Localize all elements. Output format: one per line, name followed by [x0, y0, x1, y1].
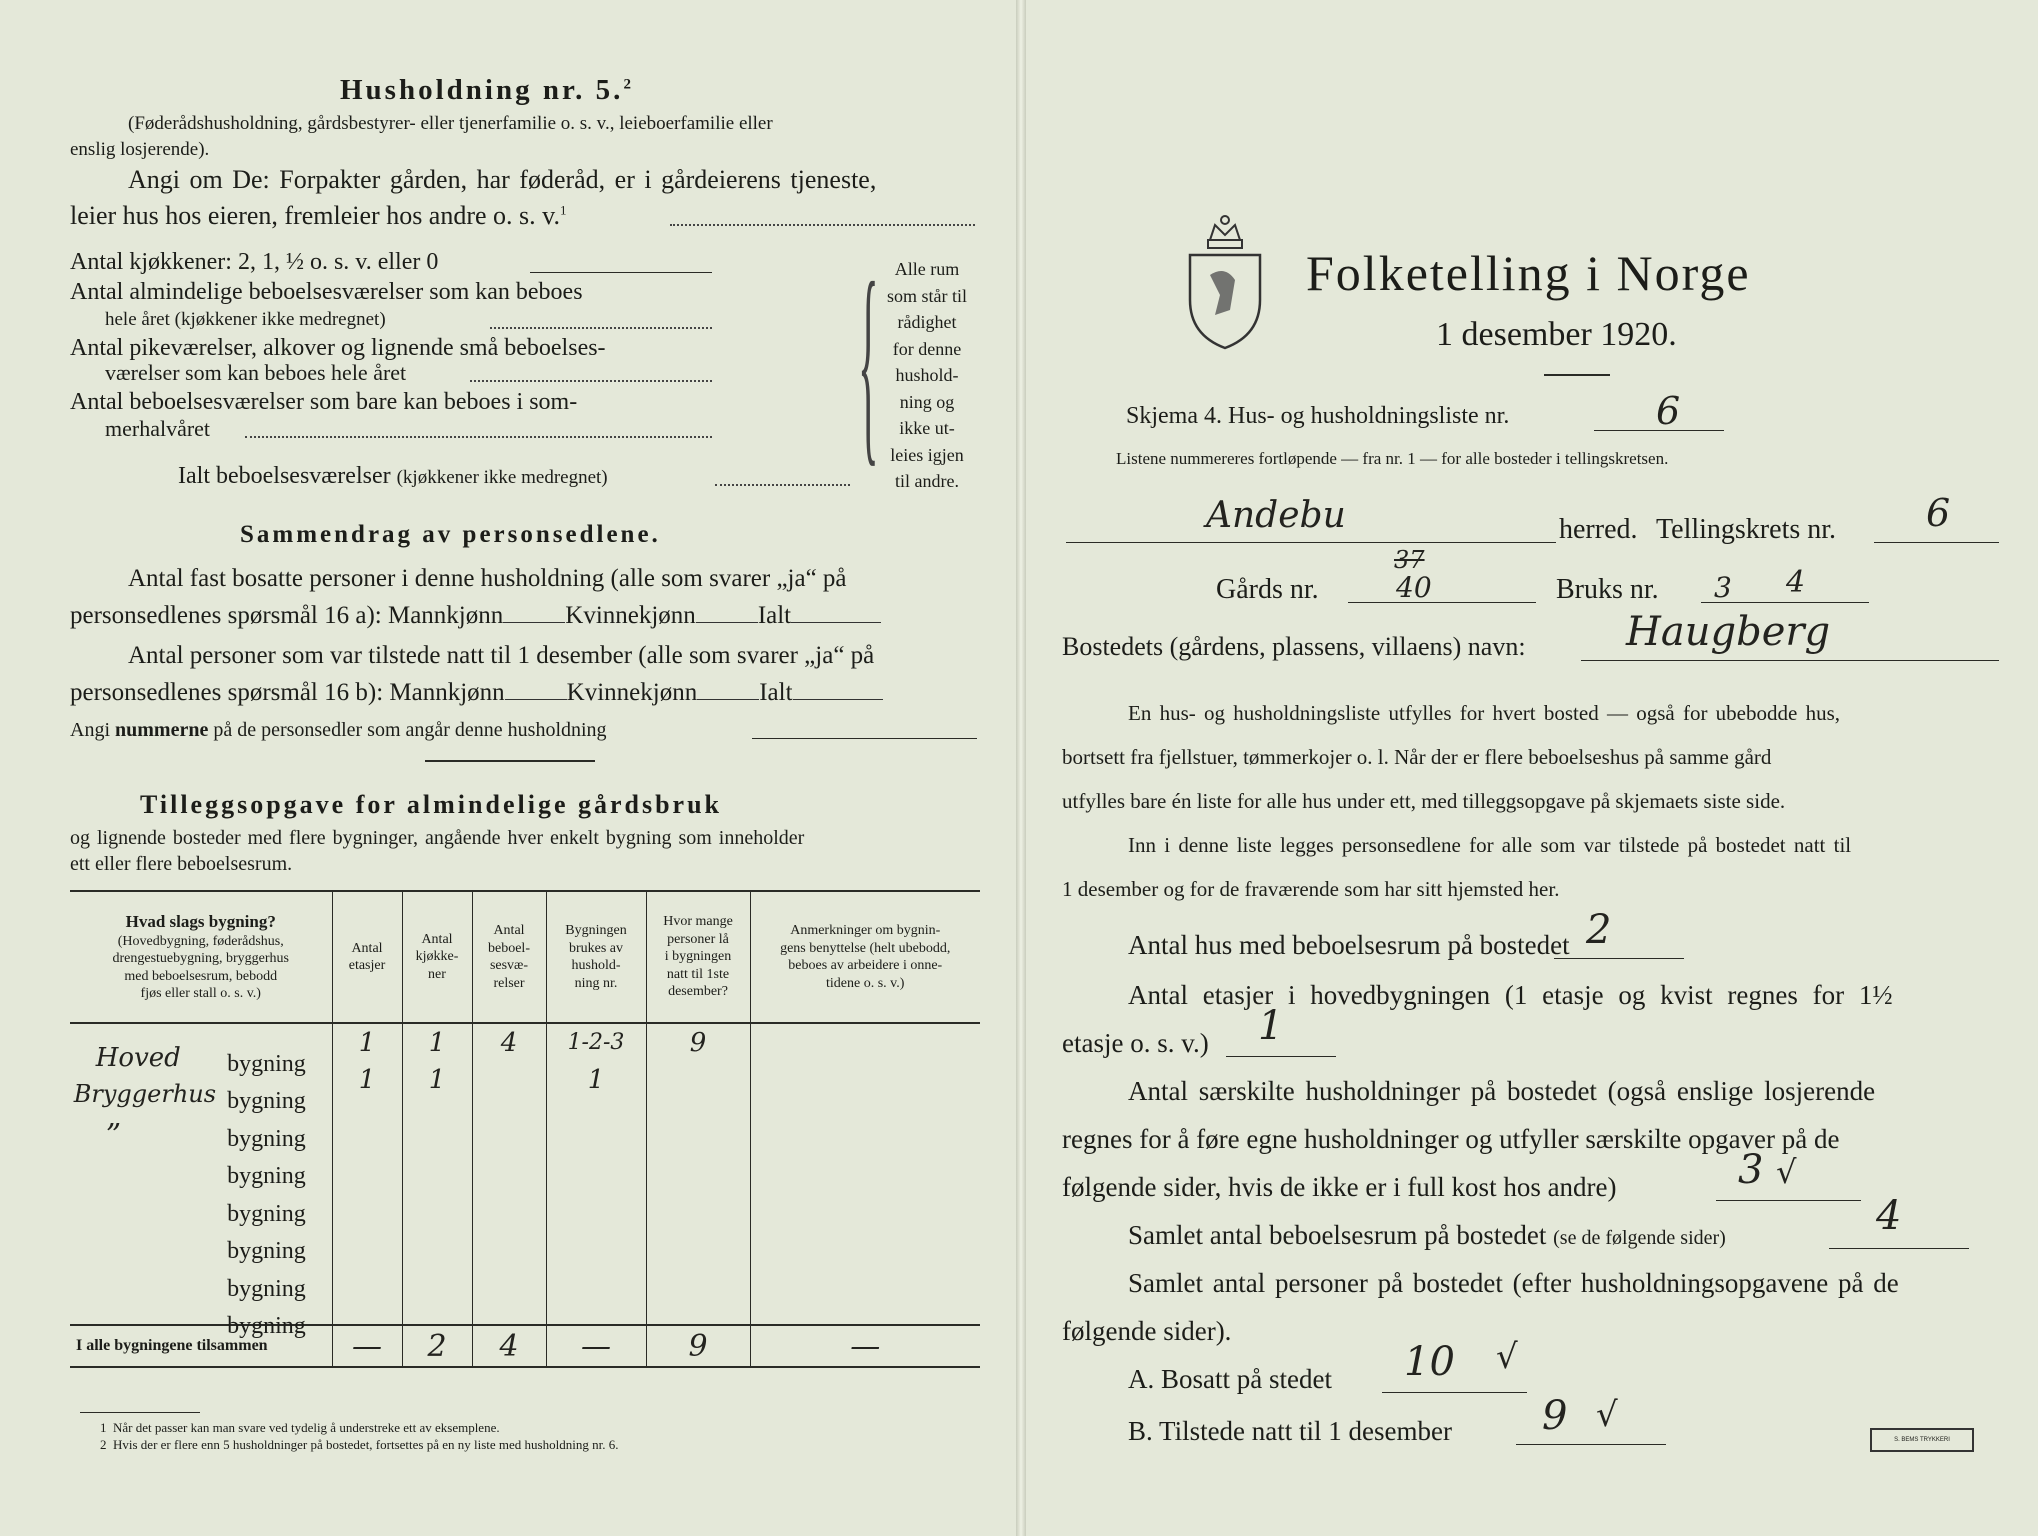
rooms-summer: Antal beboelsesværelser som bare kan beboes i som-	[70, 389, 578, 415]
section-divider	[425, 760, 595, 762]
printer-stamp: S. BEMS TRYKKERI	[1870, 1428, 1974, 1452]
q-etasjer-line-2: etasje o. s. v.)	[1062, 1028, 1209, 1058]
ialt-dots	[715, 484, 850, 486]
footnote-1: 1 Når det passer kan man svare ved tydelig å understreke ett av eksemplene.	[100, 1420, 500, 1435]
building-label: bygning	[227, 1238, 306, 1265]
total-vaerelser: 4	[472, 1325, 546, 1367]
table-row	[70, 1023, 980, 1062]
cell-husholdning: 1-2-3	[546, 1023, 646, 1062]
cell-anm	[750, 1099, 980, 1137]
totals-label: I alle bygningene tilsammen	[70, 1325, 332, 1367]
cell-personer	[646, 1137, 750, 1175]
a-value: 10	[1404, 1339, 1455, 1385]
header-husholdning: Bygningen brukes av hushold- ning nr.	[546, 891, 646, 1023]
building-label: bygning	[227, 1125, 306, 1152]
cell-personer	[646, 1062, 750, 1100]
building-name: Hoved	[95, 1042, 181, 1073]
herred-value: Andebu	[1206, 495, 1346, 536]
building-label: bygning	[227, 1200, 306, 1227]
cell-husholdning	[546, 1174, 646, 1212]
rooms-small: Antal pikeværelser, alkover og lignende små beboelses-	[70, 335, 606, 361]
tillegg-heading: Tilleggsopgave for almindelige gårdsbruk	[140, 790, 723, 819]
table-row	[70, 1287, 980, 1326]
cell-etasjer	[332, 1212, 402, 1250]
cell-vaerelser	[472, 1174, 546, 1212]
building-name: Bryggerhus	[73, 1080, 217, 1109]
cell-vaerelser	[472, 1062, 546, 1100]
q-rum-line	[1829, 1248, 1969, 1249]
rooms-kitchens: Antal kjøkkener: 2, 1, ½ o. s. v. eller 0	[70, 249, 439, 275]
cell-husholdning	[546, 1099, 646, 1137]
cell-personer	[646, 1174, 750, 1212]
header-building-type: Hvad slags bygning? (Hovedbygning, føderådshus, drengestuebygning, bryggerhus med beboelsesrum, bebodd fjøs eller stall o. s. v.)	[70, 891, 332, 1023]
liste-nr-value: 6	[1656, 389, 1681, 433]
rooms-ordinary: Antal almindelige beboelsesværelser som kan beboes	[70, 279, 583, 305]
b-check: √	[1596, 1395, 1618, 1435]
household-heading: Husholdning nr. 5.$^2$	[340, 74, 634, 106]
cell-etasjer	[332, 1099, 402, 1137]
angi-fill-line	[670, 224, 975, 226]
skjema-line: Skjema 4. Hus- og husholdningsliste nr.	[1126, 403, 1510, 429]
header-personer: Hvor mange personer lå i bygningen natt til 1ste desember?	[646, 891, 750, 1023]
q-etasjer-line-1: Antal etasjer i hovedbygningen (1 etasje og kvist regnes for 1½	[1128, 980, 1893, 1010]
cell-kjokkener	[402, 1212, 472, 1250]
ordinary-dots	[490, 327, 712, 329]
cell-kjokkener	[402, 1287, 472, 1326]
summer-dots	[245, 436, 712, 438]
table-row	[70, 1062, 980, 1100]
cell-etasjer	[332, 1137, 402, 1175]
bruks-value-b: 4	[1786, 565, 1806, 600]
q-hus-value: 2	[1586, 907, 1612, 953]
cell-etasjer: 1	[332, 1023, 402, 1062]
tellingskrets-line	[1874, 542, 1999, 543]
cell-kjokkener	[402, 1099, 472, 1137]
a-label: A. Bosatt på stedet	[1128, 1364, 1332, 1394]
bruks-value-a: 3	[1714, 571, 1732, 604]
header-vaerelser: Antal beboel- sesvæ- relser	[472, 891, 546, 1023]
table-row	[70, 1137, 980, 1175]
tellingskrets-label: Tellingskrets nr.	[1656, 514, 1837, 545]
footnote-rule	[80, 1412, 200, 1413]
cell-vaerelser	[472, 1212, 546, 1250]
cell-kjokkener	[402, 1174, 472, 1212]
cell-husholdning	[546, 1212, 646, 1250]
para1-line-3: utfylles bare én liste for alle hus under ett, med tilleggsopgave på skjemaets siste side.	[1062, 789, 1786, 813]
summary-line-4: personsedlenes spørsmål 16 b): Mannkjønn Kvinnekjønn Ialt	[70, 680, 883, 705]
herred-label: herred.	[1559, 514, 1638, 545]
para1-line-2: bortsett fra fjellstuer, tømmerkojer o. l. Når der er flere beboelseshus på samme gård	[1062, 745, 1772, 769]
cell-husholdning	[546, 1287, 646, 1326]
ialt-rooms: Ialt beboelsesværelser (kjøkkener ikke medregnet)	[178, 463, 608, 489]
q-hus-line	[1554, 958, 1684, 959]
rooms-small-cont: værelser som kan beboes hele året	[105, 360, 407, 385]
cell-kjokkener	[402, 1137, 472, 1175]
cell-etasjer	[332, 1174, 402, 1212]
coat-of-arms-icon	[1180, 200, 1270, 350]
cell-anm	[750, 1137, 980, 1175]
cell-anm	[750, 1212, 980, 1250]
left-page	[0, 0, 1016, 1536]
building-label: bygning	[227, 1163, 306, 1190]
q-husholdninger-line-3: følgende sider, hvis de ikke er i full kost hos andre)	[1062, 1172, 1617, 1202]
q-etasjer-value: 1	[1258, 1003, 1284, 1049]
form-date: 1 desember 1920.	[1436, 316, 1677, 353]
cell-kjokkener: 1	[402, 1023, 472, 1062]
cell-kjokkener	[402, 1249, 472, 1287]
building-label: bygning	[227, 1275, 306, 1302]
b-line	[1516, 1444, 1666, 1445]
cell-anm	[750, 1062, 980, 1100]
cell-anm	[750, 1249, 980, 1287]
building-label: bygning	[227, 1313, 306, 1340]
cell-vaerelser	[472, 1137, 546, 1175]
cell-vaerelser: 4	[472, 1023, 546, 1062]
angi-line-1: Angi om De: Forpakter gården, har føderåd, er i gårdeierens tjeneste,	[128, 165, 877, 194]
bosted-value: Haugberg	[1626, 609, 1831, 655]
side-note: Alle rum som står til rådighet for denne hushold- ning og ikke ut- leies igjen til andre.	[887, 259, 967, 491]
total-anm: —	[750, 1325, 980, 1367]
tillegg-line-2: ett eller flere beboelsesrum.	[70, 853, 293, 875]
bruks-label: Bruks nr.	[1556, 574, 1659, 605]
gards-label: Gårds nr.	[1216, 574, 1319, 605]
q-personer-line-2: følgende sider).	[1062, 1316, 1232, 1346]
cell-etasjer	[332, 1249, 402, 1287]
cell-personer	[646, 1212, 750, 1250]
cell-personer: 9	[646, 1023, 750, 1062]
footnote-2: 2 Hvis der er flere enn 5 husholdninger på bostedet, fortsettes på en ny liste med husholdning nr. 6.	[100, 1437, 619, 1452]
rooms-summer-cont: merhalvåret	[105, 416, 211, 441]
intro-line-1: (Føderådshusholdning, gårdsbestyrer- eller tjenerfamilie o. s. v., leieboerfamilie eller	[128, 113, 773, 134]
small-dots	[470, 380, 712, 382]
a-check: √	[1496, 1337, 1518, 1377]
summary-line-1: Antal fast bosatte personer i denne husholdning (alle som svarer „ja“ på	[128, 565, 847, 592]
q-husholdninger-line-1: Antal særskilte husholdninger på bostedet (også enslige losjerende	[1128, 1076, 1876, 1106]
cell-kjokkener: 1	[402, 1062, 472, 1100]
intro-line-2: enslig losjerende).	[70, 139, 210, 160]
tellingskrets-value: 6	[1926, 491, 1951, 535]
tillegg-line-1: og lignende bosteder med flere bygninger, angående hver enkelt bygning som inneholder	[70, 827, 805, 849]
bosted-label: Bostedets (gårdens, plassens, villaens) navn:	[1062, 632, 1526, 661]
cell-personer	[646, 1099, 750, 1137]
cell-vaerelser	[472, 1249, 546, 1287]
table-row	[70, 1174, 980, 1212]
cell-husholdning	[546, 1249, 646, 1287]
building-name: ”	[105, 1117, 122, 1153]
cell-personer	[646, 1287, 750, 1326]
b-label: B. Tilstede natt til 1 desember	[1128, 1416, 1452, 1446]
kitchens-answer-line	[530, 272, 712, 273]
building-label: bygning	[227, 1050, 306, 1077]
right-page	[1026, 0, 2038, 1536]
herred-line	[1066, 542, 1556, 543]
cell-etasjer: 1	[332, 1062, 402, 1100]
brace: {	[858, 243, 879, 488]
q-rum: Samlet antal beboelsesrum på bostedet (se de følgende sider)	[1128, 1220, 1726, 1250]
rooms-ordinary-cont: hele året (kjøkkener ikke medregnet)	[105, 309, 386, 330]
header-kjokkener: Antal kjøkke- ner	[402, 891, 472, 1023]
q-husholdninger-line-2: regnes for å føre egne husholdninger og utfyller særskilte opgaver på de	[1062, 1124, 1840, 1154]
q-husholdninger-value: 3 √	[1738, 1147, 1797, 1193]
table-row	[70, 1249, 980, 1287]
cell-husholdning	[546, 1137, 646, 1175]
summary-heading: Sammendrag av personsedlene.	[240, 521, 661, 548]
cell-anm	[750, 1287, 980, 1326]
para2-line-1: Inn i denne liste legges personsedlene for alle som var tilstede på bostedet natt til	[1128, 833, 1852, 857]
cell-vaerelser	[472, 1099, 546, 1137]
gards-value-old: 37	[1394, 546, 1425, 574]
para1-line-1: En hus- og husholdningsliste utfylles for hvert bosted — også for ubebodde hus,	[1128, 701, 1840, 725]
q-rum-value: 4	[1876, 1193, 1902, 1239]
cell-anm	[750, 1174, 980, 1212]
form-title: Folketelling i Norge	[1306, 245, 1751, 301]
total-etasjer: —	[332, 1325, 402, 1367]
buildings-table	[70, 890, 980, 1368]
gards-value: 40	[1396, 571, 1432, 604]
gards-line	[1348, 602, 1536, 603]
totals-row	[70, 1325, 980, 1367]
summary-line-3: Antal personer som var tilstede natt til 1 desember (alle som svarer „ja“ på	[128, 642, 875, 669]
cell-personer	[646, 1249, 750, 1287]
cell-husholdning: 1	[546, 1062, 646, 1100]
angi-nummerne: Angi nummerne på de personsedler som angår denne husholdning	[70, 719, 607, 741]
table-row	[70, 1212, 980, 1250]
q-etasjer-line	[1226, 1056, 1336, 1057]
para2-line-2: 1 desember og for de fraværende som har sitt hjemsted her.	[1062, 877, 1560, 901]
q-personer-line-1: Samlet antal personer på bostedet (efter husholdningsopgavene på de	[1128, 1268, 1899, 1298]
header-anmerkninger: Anmerkninger om bygnin- gens benyttelse (helt ubebodd, beboes av arbeidere i onne- tidene o. s. v.)	[750, 891, 980, 1023]
summary-line-2: personsedlenes spørsmål 16 a): Mannkjønn Kvinnekjønn Ialt	[70, 603, 881, 628]
angi-line-2: leier hus hos eieren, fremleier hos andre o. s. v.$^1$	[70, 201, 567, 230]
b-value: 9	[1542, 1393, 1568, 1439]
bosted-line	[1581, 660, 1999, 661]
cell-anm	[750, 1023, 980, 1062]
header-etasjer: Antal etasjer	[332, 891, 402, 1023]
page-fold	[1016, 0, 1026, 1536]
a-line	[1382, 1392, 1527, 1393]
building-label: bygning	[227, 1088, 306, 1115]
total-husholdning: —	[546, 1325, 646, 1367]
total-kjokkener: 2	[402, 1325, 472, 1367]
q-husholdninger-line	[1716, 1200, 1861, 1201]
listene-note: Listene nummereres fortløpende — fra nr. 1 — for alle bosteder i tellingskretsen.	[1116, 449, 1669, 468]
nummerne-line	[752, 738, 977, 739]
cell-vaerelser	[472, 1287, 546, 1326]
total-personer: 9	[646, 1325, 750, 1367]
cell-etasjer	[332, 1287, 402, 1326]
q-hus: Antal hus med beboelsesrum på bostedet	[1128, 930, 1570, 960]
title-divider	[1544, 374, 1610, 376]
